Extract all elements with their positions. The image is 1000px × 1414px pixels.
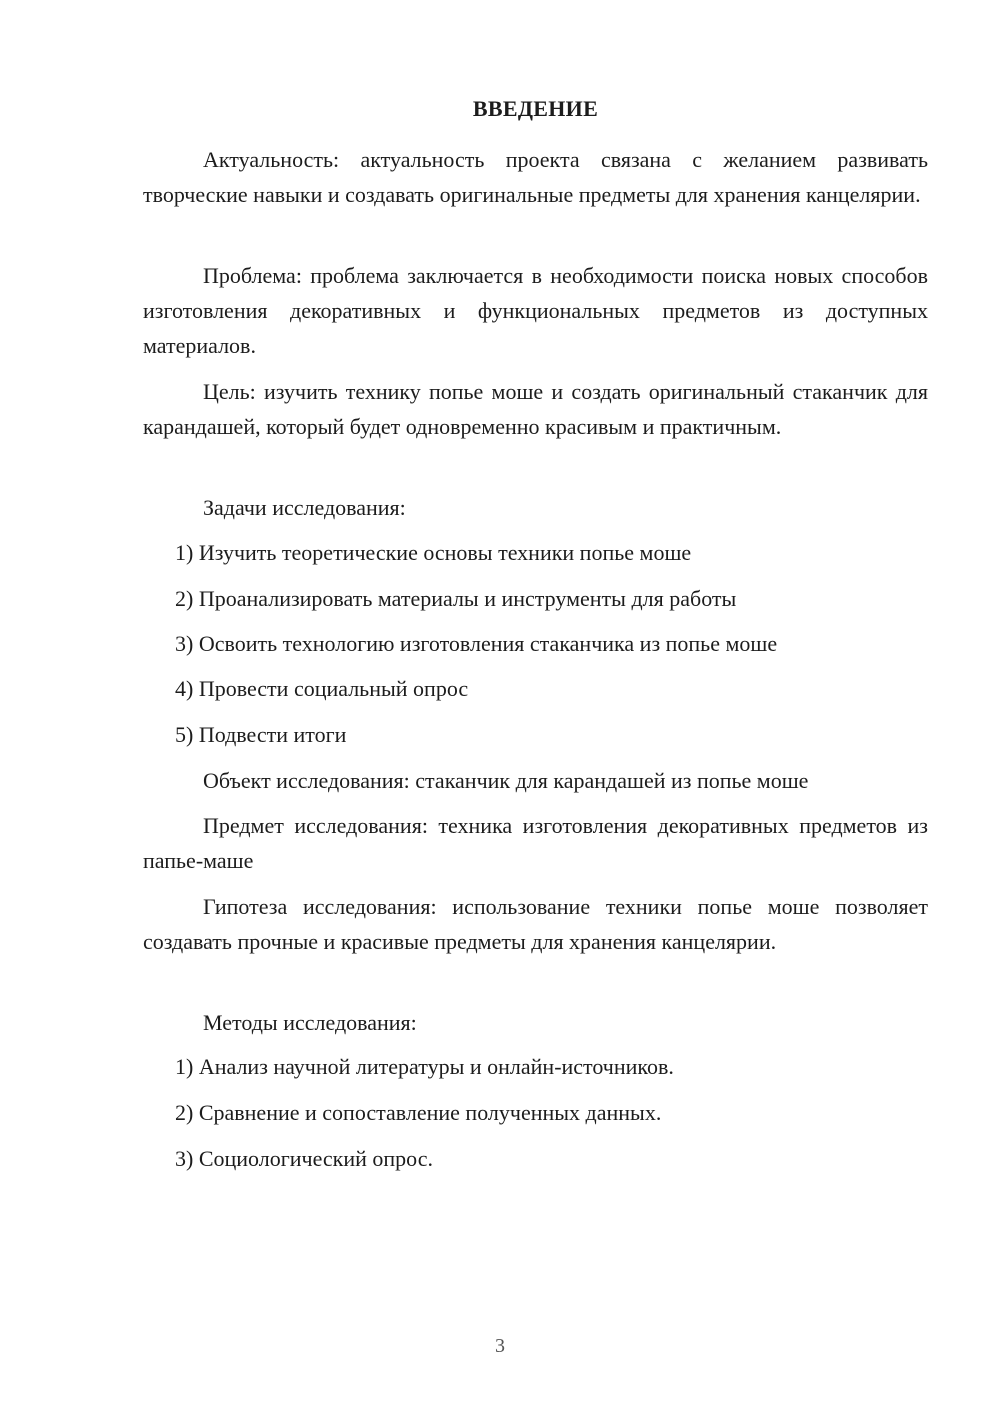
page-title: ВВЕДЕНИЕ	[472, 96, 599, 121]
task-item: 4) Провести социальный опрос	[175, 676, 469, 701]
object-paragraph: Объект исследования: стаканчик для карандашей из попье моше	[203, 768, 809, 793]
problem-paragraph: Проблема: проблема заключается в необходимости поиска новых способов изготовления декоративных и функциональных предметов из доступных материалов.	[143, 263, 928, 358]
relevance-paragraph: Актуальность: актуальность проекта связана с желанием развивать творческие навыки и создавать оригинальные предметы для хранения канцелярии.	[143, 147, 928, 207]
hypothesis-paragraph: Гипотеза исследования: использование техники попье моше позволяет создавать прочные и красивые предметы для хранения канцелярии.	[143, 894, 928, 954]
methods-heading: Методы исследования:	[203, 1010, 417, 1035]
method-item: 3) Социологический опрос.	[175, 1146, 433, 1171]
task-item: 3) Освоить технологию изготовления стаканчика из попье моше	[175, 631, 778, 656]
tasks-heading: Задачи исследования:	[203, 495, 406, 520]
page-number: 3	[495, 1335, 505, 1357]
goal-paragraph: Цель: изучить технику попье моше и создать оригинальный стаканчик для карандашей, который будет одновременно красивым и практичным.	[143, 379, 928, 439]
subject-paragraph: Предмет исследования: техника изготовления декоративных предметов из папье-маше	[143, 813, 928, 873]
task-item: 2) Проанализировать материалы и инструменты для работы	[175, 586, 737, 611]
task-item: 5) Подвести итоги	[175, 722, 347, 747]
method-item: 2) Сравнение и сопоставление полученных данных.	[175, 1100, 662, 1125]
method-item: 1) Анализ научной литературы и онлайн-источников.	[175, 1054, 674, 1079]
task-item: 1) Изучить теоретические основы техники попье моше	[175, 540, 692, 565]
